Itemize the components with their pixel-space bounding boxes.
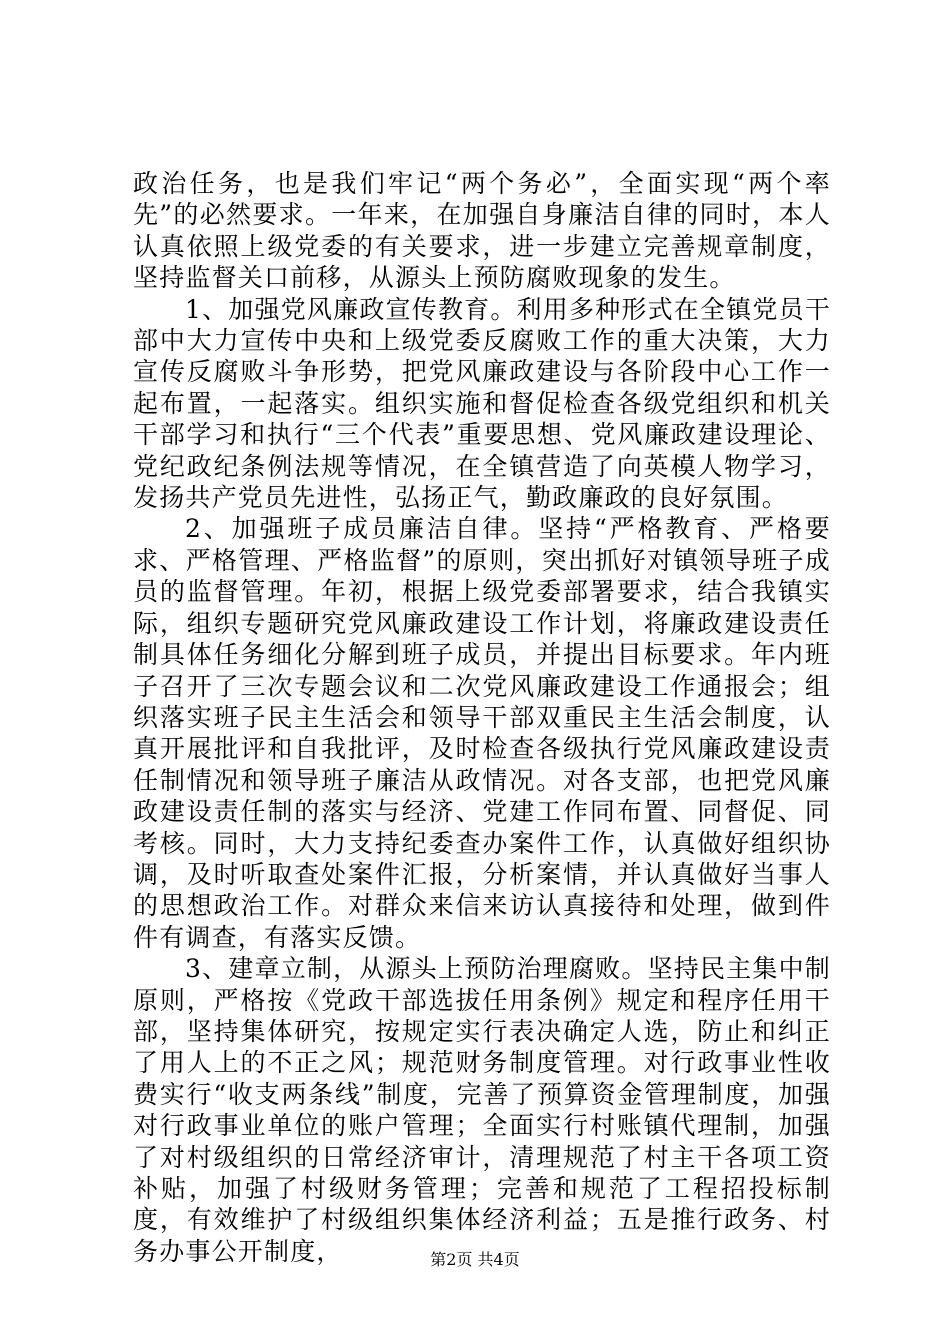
paragraph-intro: 政治任务，也是我们牢记“两个务必”，全面实现“两个率先”的必然要求。一年来，在加强自身廉洁自律的同时，本人认真依照上级党委的有关要求，进一步建立完善规章制度，坚持监督关口前移，从源头上预防腐败现象的发生。 (133, 169, 831, 293)
document-body (133, 168, 831, 1267)
paragraph-item-2: 2、加强班子成员廉洁自律。坚持“严格教育、严格要求、严格管理、严格监督”的原则，突出抓好对镇领导班子成员的监督管理。年初，根据上级党委部署要求，结合我镇实际，组织专题研究党风廉政建设工作计划，将廉政建设责任制具体任务细化分解到班子成员，并提出目标要求。年内班子召开了三次专题会议和二次党风廉政建设工作通报会；组织落实班子民主生活会和领导干部双重民主生活会制度，认真开展批评和自我批评，及时检查各级执行党风廉政建设责任制情况和领导班子廉洁从政情况。对各支部，也把党风廉政建设责任制的落实与经济、党建工作同布置、同督促、同考核。同时，大力支持纪委查办案件工作，认真做好组织协调，及时听取查处案件汇报，分析案情，并认真做好当事人的思想政治工作。对群众来信来访认真接待和处理，做到件件有调查，有落实反馈。 (133, 514, 831, 952)
page-footer: 第2页 共4页 (430, 1250, 520, 1269)
paragraph-item-3: 3、建章立制，从源头上预防治理腐败。坚持民主集中制原则，严格按《党政干部选拔任用条例》规定和程序任用干部，坚持集体研究，按规定实行表决确定人选，防止和纠正了用人上的不正之风；规范财务制度管理。对行政事业性收费实行“收支两条线”制度，完善了预算资金管理制度，加强对行政事业单位的账户管理；全面实行村账镇代理制，加强了对村级组织的日常经济审计，清理规范了村主干各项工资补贴，加强了村级财务管理；完善和规范了工程招投标制度，有效维护了村级组织集体经济利益；五是推行政务、村务办事公开制度， (133, 954, 831, 1266)
paragraph-item-1: 1、加强党风廉政宣传教育。利用多种形式在全镇党员干部中大力宣传中央和上级党委反腐败工作的重大决策，大力宣传反腐败斗争形势，把党风廉政建设与各阶段中心工作一起布置，一起落实。组织实施和督促检查各级党组织和机关干部学习和执行“三个代表”重要思想、党风廉政建设理论、党纪政纪条例法规等情况，在全镇营造了向英模人物学习，发扬共产党员先进性，弘扬正气，勤政廉政的良好氛围。 (133, 294, 831, 513)
